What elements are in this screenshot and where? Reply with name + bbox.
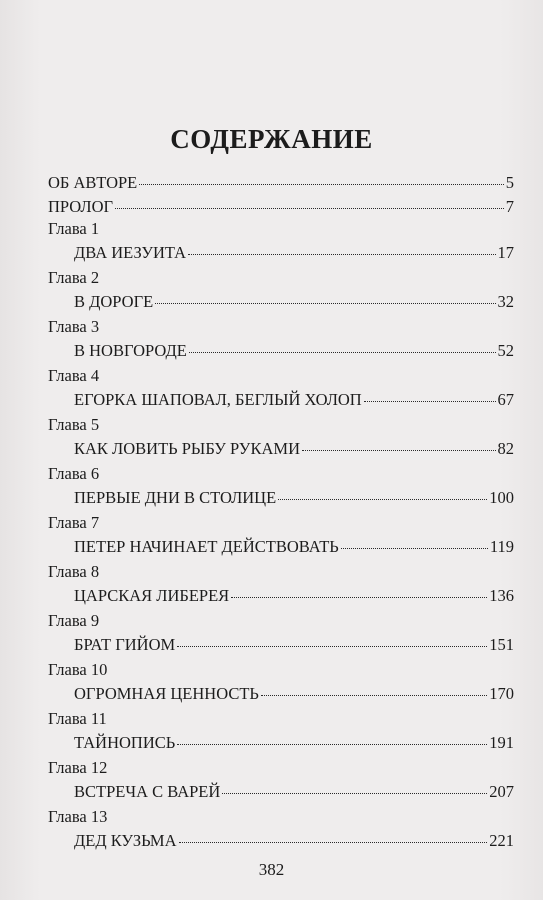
toc-entry-about-author[interactable] <box>48 172 514 194</box>
chapter-number: Глава 10 <box>48 660 108 679</box>
toc-entry-page: 52 <box>497 341 514 360</box>
dot-leader <box>115 194 504 209</box>
toc-entry-label: ДЕД КУЗЬМА <box>74 831 177 850</box>
toc-entry-chapter-2[interactable] <box>74 291 514 313</box>
toc-entry-label: БРАТ ГИЙОМ <box>74 635 176 654</box>
dot-leader <box>278 485 487 500</box>
dot-leader <box>139 170 503 185</box>
toc-entry-chapter-5[interactable] <box>74 438 514 460</box>
dot-leader <box>341 534 488 549</box>
chapter-number: Глава 3 <box>48 317 100 336</box>
toc-entry-page: 67 <box>497 390 514 409</box>
toc-entry-page: 221 <box>489 831 514 850</box>
toc-entry-label: КАК ЛОВИТЬ РЫБУ РУКАМИ <box>74 439 300 458</box>
toc-entry-chapter-9[interactable] <box>74 634 514 656</box>
toc-entry-label: В НОВГОРОДЕ <box>74 341 187 360</box>
toc-entry-prologue[interactable] <box>48 196 514 218</box>
page-number: 382 <box>258 860 285 879</box>
toc-entry-page: 151 <box>489 635 514 654</box>
toc-entry-label: В ДОРОГЕ <box>74 292 154 311</box>
toc-entry-chapter-10[interactable] <box>74 683 514 705</box>
chapter-number: Глава 8 <box>48 562 100 581</box>
toc-entry-page: 17 <box>497 243 514 262</box>
dot-leader <box>231 583 487 598</box>
toc-entry-chapter-6[interactable] <box>74 487 514 509</box>
dot-leader <box>261 681 487 696</box>
chapter-number: Глава 12 <box>48 758 108 777</box>
toc-entry-label: ПРОЛОГ <box>48 197 114 216</box>
toc-entry-label: ТАЙНОПИСЬ <box>74 733 176 752</box>
toc-entry-page: 207 <box>489 782 514 801</box>
chapter-number: Глава 11 <box>48 709 107 728</box>
toc-entry-page: 170 <box>489 684 514 703</box>
toc-entry-label: ЦАРСКАЯ ЛИБЕРЕЯ <box>74 586 230 605</box>
toc-entry-chapter-8[interactable] <box>74 585 514 607</box>
dot-leader <box>302 436 496 451</box>
toc-entry-label: ПЕТЕР НАЧИНАЕТ ДЕЙСТВОВАТЬ <box>74 537 339 556</box>
toc-entry-label: ВСТРЕЧА С ВАРЕЙ <box>74 782 221 801</box>
toc-entry-label: ОБ АВТОРЕ <box>48 173 138 192</box>
toc-entry-chapter-3[interactable] <box>74 340 514 362</box>
toc-entry-page: 7 <box>505 197 514 216</box>
toc-entry-chapter-4[interactable] <box>74 389 514 411</box>
toc-entry-chapter-13[interactable] <box>74 830 514 852</box>
toc-entry-page: 82 <box>497 439 514 458</box>
dot-leader <box>177 730 487 745</box>
dot-leader <box>189 338 496 353</box>
toc-entry-page: 100 <box>489 488 514 507</box>
chapter-number: Глава 1 <box>48 219 100 238</box>
dot-leader <box>179 828 488 843</box>
toc-entry-page: 191 <box>489 733 514 752</box>
toc-entry-label: ПЕРВЫЕ ДНИ В СТОЛИЦЕ <box>74 488 277 507</box>
chapter-number: Глава 6 <box>48 464 100 483</box>
toc-entry-chapter-11[interactable] <box>74 732 514 754</box>
toc-entry-chapter-7[interactable] <box>74 536 514 558</box>
toc-entry-label: ДВА ИЕЗУИТА <box>74 243 187 262</box>
page-title: СОДЕРЖАНИЕ <box>170 124 373 154</box>
toc-entry-chapter-12[interactable] <box>74 781 514 803</box>
toc-entry-page: 32 <box>497 292 514 311</box>
dot-leader <box>188 240 495 255</box>
chapter-number: Глава 9 <box>48 611 100 630</box>
chapter-number: Глава 4 <box>48 366 100 385</box>
toc-entry-page: 5 <box>505 173 514 192</box>
toc-entry-page: 119 <box>489 537 514 556</box>
chapter-number: Глава 2 <box>48 268 100 287</box>
toc-entry-page: 136 <box>489 586 514 605</box>
dot-leader <box>222 779 487 794</box>
chapter-number: Глава 13 <box>48 807 108 826</box>
toc-entry-label: ОГРОМНАЯ ЦЕННОСТЬ <box>74 684 259 703</box>
dot-leader <box>364 387 496 402</box>
chapter-number: Глава 5 <box>48 415 100 434</box>
toc-entry-chapter-1[interactable] <box>74 242 514 264</box>
chapter-number: Глава 7 <box>48 513 100 532</box>
toc-entry-label: ЕГОРКА ШАПОВАЛ, БЕГЛЫЙ ХОЛОП <box>74 390 362 409</box>
dot-leader <box>177 632 487 647</box>
dot-leader <box>155 289 495 304</box>
